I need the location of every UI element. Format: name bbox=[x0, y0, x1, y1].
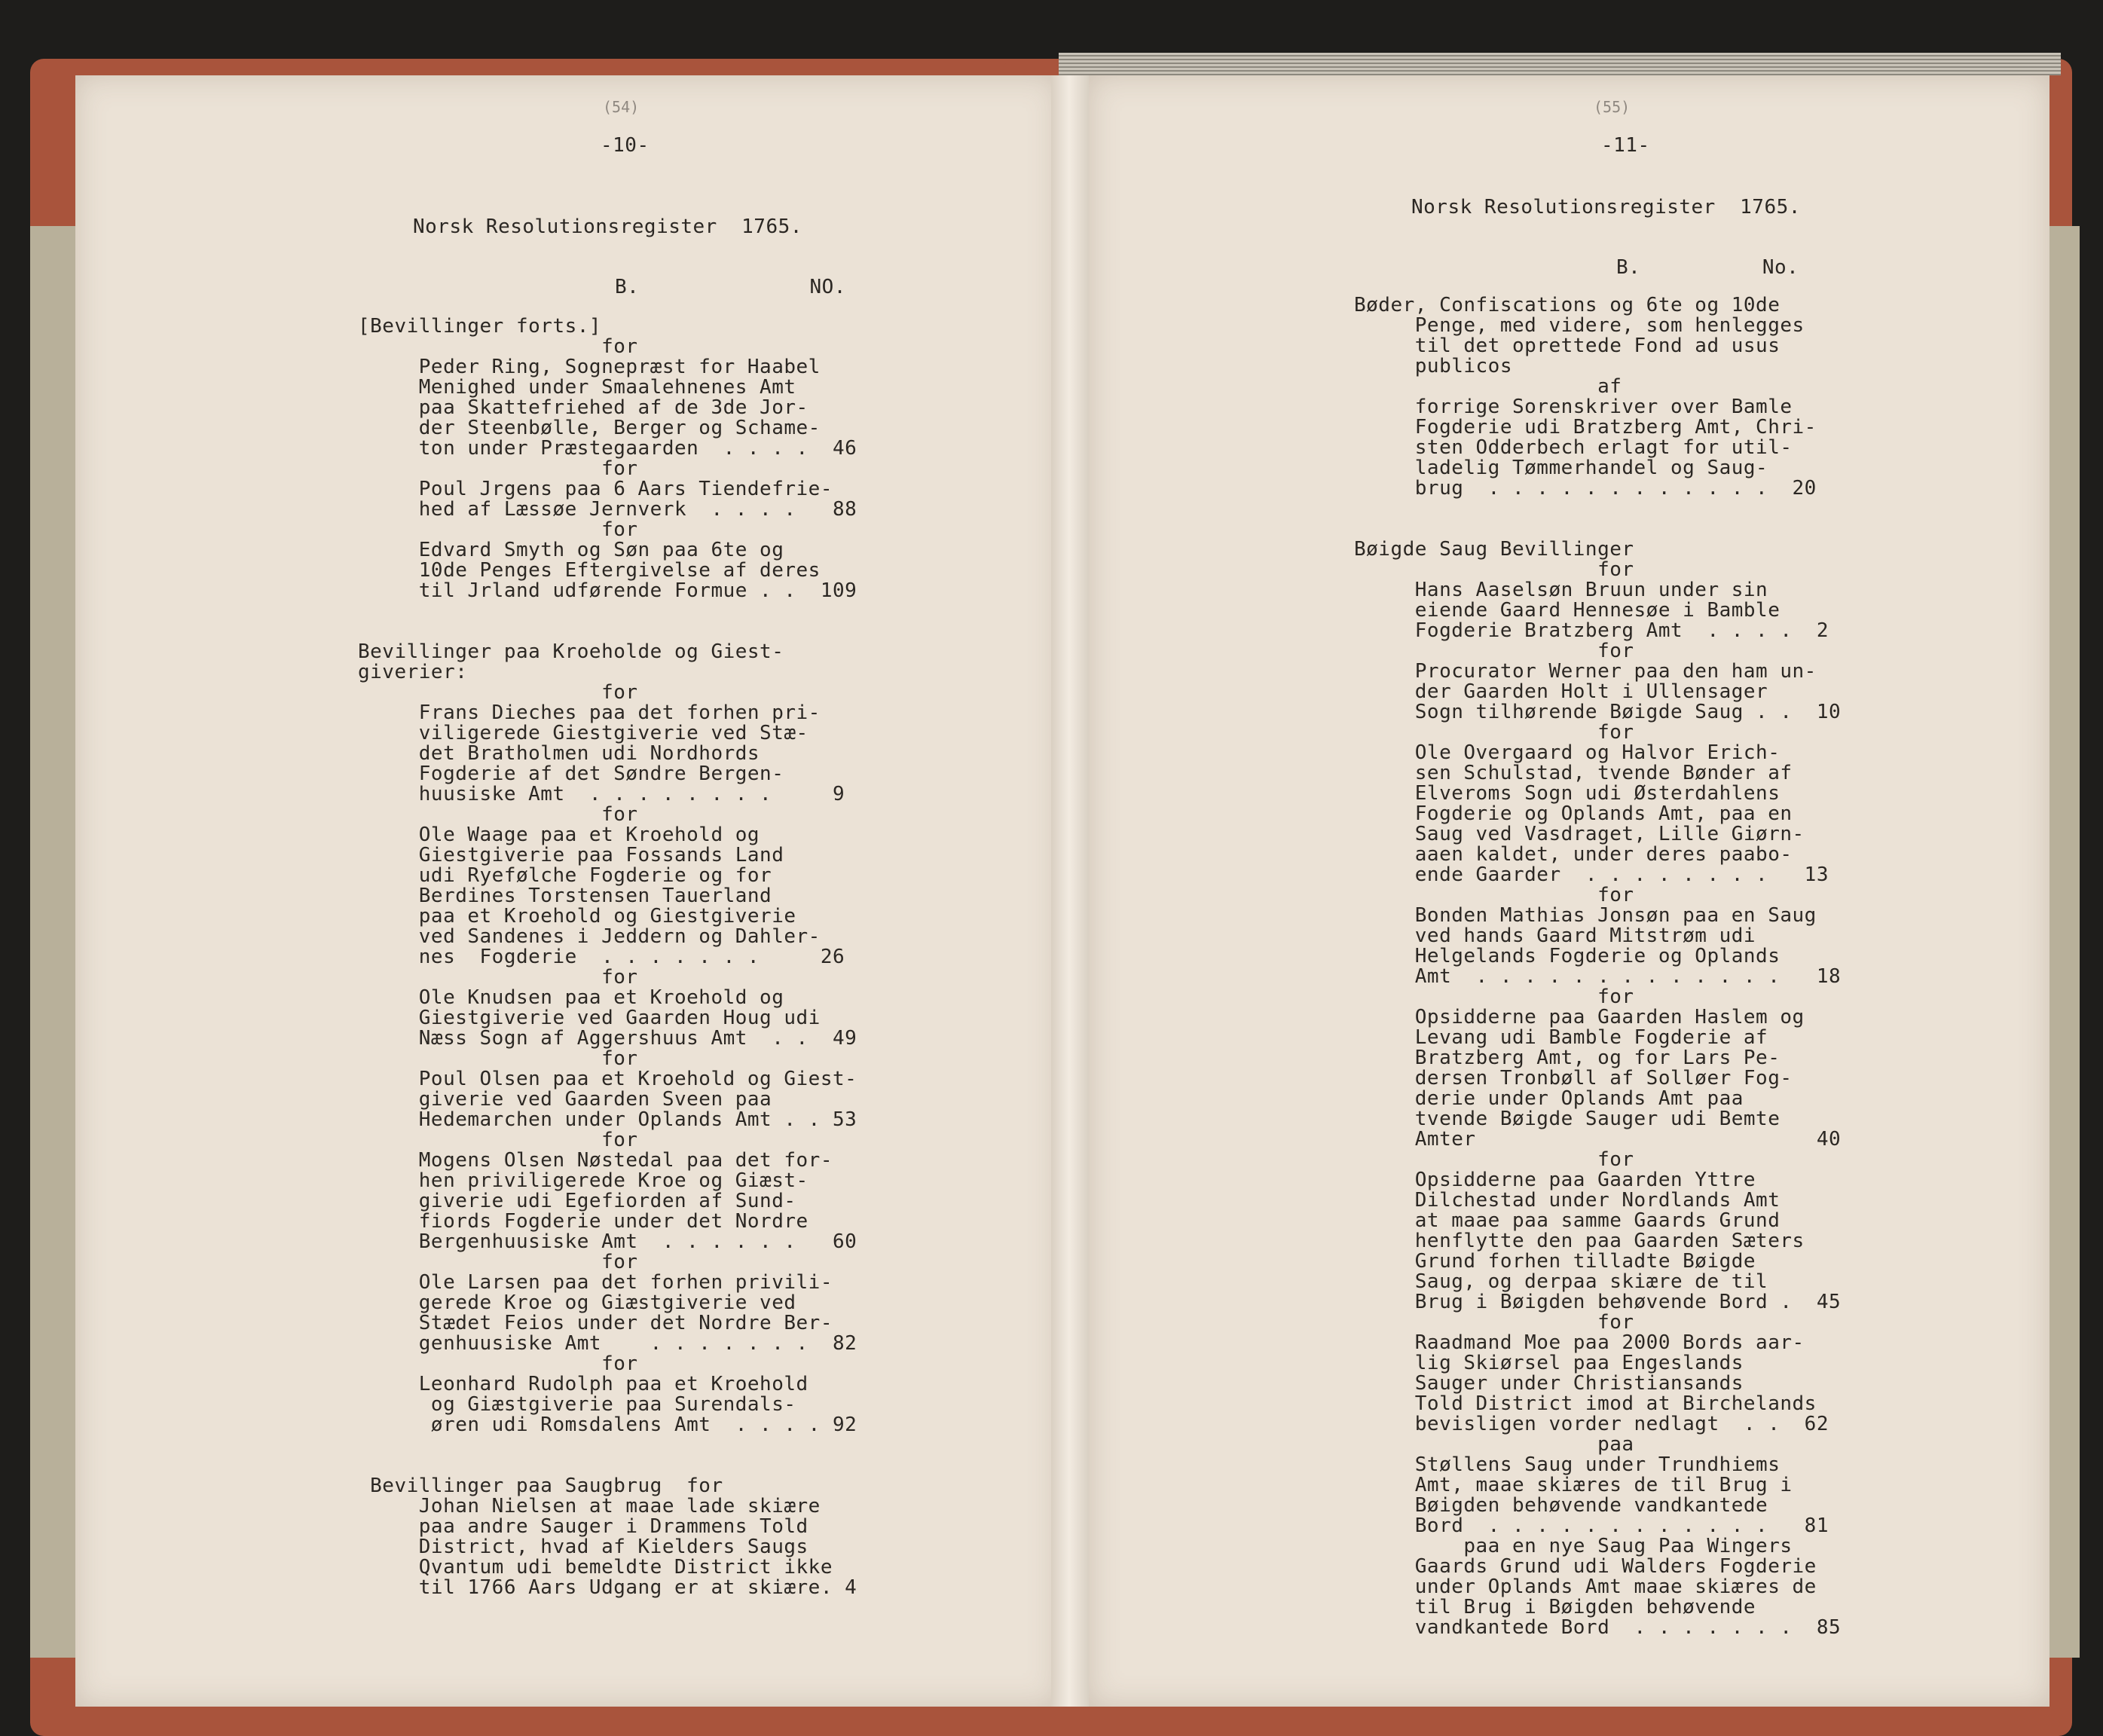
page-heading: Norsk Resolutionsregister 1765. bbox=[1411, 196, 1801, 219]
right-page bbox=[1089, 75, 2050, 1707]
pencil-page-mark: (54) bbox=[603, 98, 640, 116]
cloth-spine-band-right bbox=[2050, 226, 2080, 1658]
register-entries: [Bevillinger forts.] for Peder Ring, Sognepræst for Haabel Menighed under Smaalehnenes Amt paa Skattefriehed af de 3de Jor- der Steenbølle, Berger og Schame- ton under Præstegaarden . . . . 46 for Poul Jrgens paa 6 Aars Tiendefrie- hed af Læssøe Jernverk . . . . 88 for Edvard Smyth og Søn paa 6te og 10de Penges Eftergivelse af deres til Jrland udførende Formue . . 109 Bevillinger paa Kroeholde og Giest- giverier: for Frans Dieches paa det forhen pri- viligerede Giestgiverie ved Stæ- det Bratholmen udi Nordhords Fogderie af det Søndre Bergen- huusiske Amt . . . . . . . . 9 for Ole Waage paa et Kroehold og Giestgiverie paa Fossands Land udi Ryefølche Fogderie og for Berdines Torstensen Tauerland paa et Kroehold og Giestgiverie ved Sandenes i Jeddern og Dahler- nes Fogderie . . . . . . . 26 for Ole Knudsen paa et Kroehold og Giestgiverie ved Gaarden Houg udi Næss Sogn af Aggershuus Amt . . 49 for Poul Olsen paa et Kroehold og Giest- giverie ved Gaarden Sveen paa Hedemarchen under Oplands Amt . . 53 for Mogens Olsen Nøstedal paa det for- hen priviligerede Kroe og Giæst- giverie udi Egefiorden af Sund- fiords Fogderie under det Nordre Bergenhuusiske Amt . . . . . . 60 for Ole Larsen paa det forhen privili- gerede Kroe og Giæstgiverie ved Stædet Feios under det Nordre Ber- genhuusiske Amt . . . . . . . 82 for Leonhard Rudolph paa et Kroehold og Giæstgiverie paa Surendals- øren udi Romsdalens Amt . . . . 92 Bevillinger paa Saugbrug for Johan Nielsen at maae lade skiære paa andre Sauger i Drammens Told District, hvad af Kielders Saugs Qvantum udi bemeldte District ikke til 1766 Aars Udgang er at skiære. 4 bbox=[358, 315, 857, 1599]
page-number: -11- bbox=[1601, 134, 1650, 157]
left-page bbox=[75, 75, 1059, 1707]
column-header: B. NO. bbox=[615, 276, 846, 298]
column-header: B. No. bbox=[1616, 256, 1799, 279]
register-entries: Bøder, Confiscations og 6te og 10de Penge, med videre, som henlegges til det oprettede Fond ad usus publicos af forrige Sorenskriver over Bamle Fogderie udi Bratzberg Amt, Chri- sten Odderbech erlagt for util- ladelig Tømmerhandel og Saug- brug . . . . . . . . . . . . 20 Bøigde Saug Bevillinger for Hans Aaselsøn Bruun under sin eiende Gaard Hennesøe i Bamble Fogderie Bratzberg Amt . . . . 2 for Procurator Werner paa den ham un- der Gaarden Holt i Ullensager Sogn tilhørende Bøigde Saug . . 10 for Ole Overgaard og Halvor Erich- sen Schulstad, tvende Bønder af Elveroms Sogn udi Østerdahlens Fogderie og Oplands Amt, paa en Saug ved Vasdraget, Lille Giørn- aaen kaldet, under deres paabo- ende Gaarder . . . . . . . . 13 for Bonden Mathias Jonsøn paa en Saug ved hands Gaard Mitstrøm udi Helgelands Fogderie og Oplands Amt . . . . . . . . . . . . . 18 for Opsidderne paa Gaarden Haslem og Levang udi Bamble Fogderie af Bratzberg Amt, og for Lars Pe- dersen Tronbøll af Solløer Fog- derie under Oplands Amt paa tvende Bøigde Sauger udi Bemte Amter 40 for Opsidderne paa Gaarden Yttre Dilchestad under Nordlands Amt at maae paa samme Gaards Grund henflytte den paa Gaarden Sæters Grund forhen tilladte Bøigde Saug, og derpaa skiære de til Brug i Bøigden behøvende Bord . 45 for Raadmand Moe paa 2000 Bords aar- lig Skiørsel paa Engeslands Sauger under Christiansands Told District imod at Birchelands bevisligen vorder nedlagt . . 62 paa Støllens Saug under Trundhiems Amt, maae skiæres de til Brug i Bøigden behøvende vandkantede Bord . . . . . . . . . . . . 81 paa en nye Saug Paa Wingers Gaards Grund udi Walders Fogderie under Oplands Amt maae skiæres de til Brug i Bøigden behøvende vandkantede Bord . . . . . . . 85 bbox=[1354, 294, 1842, 1639]
page-heading: Norsk Resolutionsregister 1765. bbox=[413, 215, 802, 238]
pencil-page-mark: (55) bbox=[1594, 98, 1631, 116]
cloth-spine-band-left bbox=[30, 226, 75, 1658]
page-number: -10- bbox=[601, 134, 650, 157]
page-edges bbox=[1059, 53, 2061, 75]
